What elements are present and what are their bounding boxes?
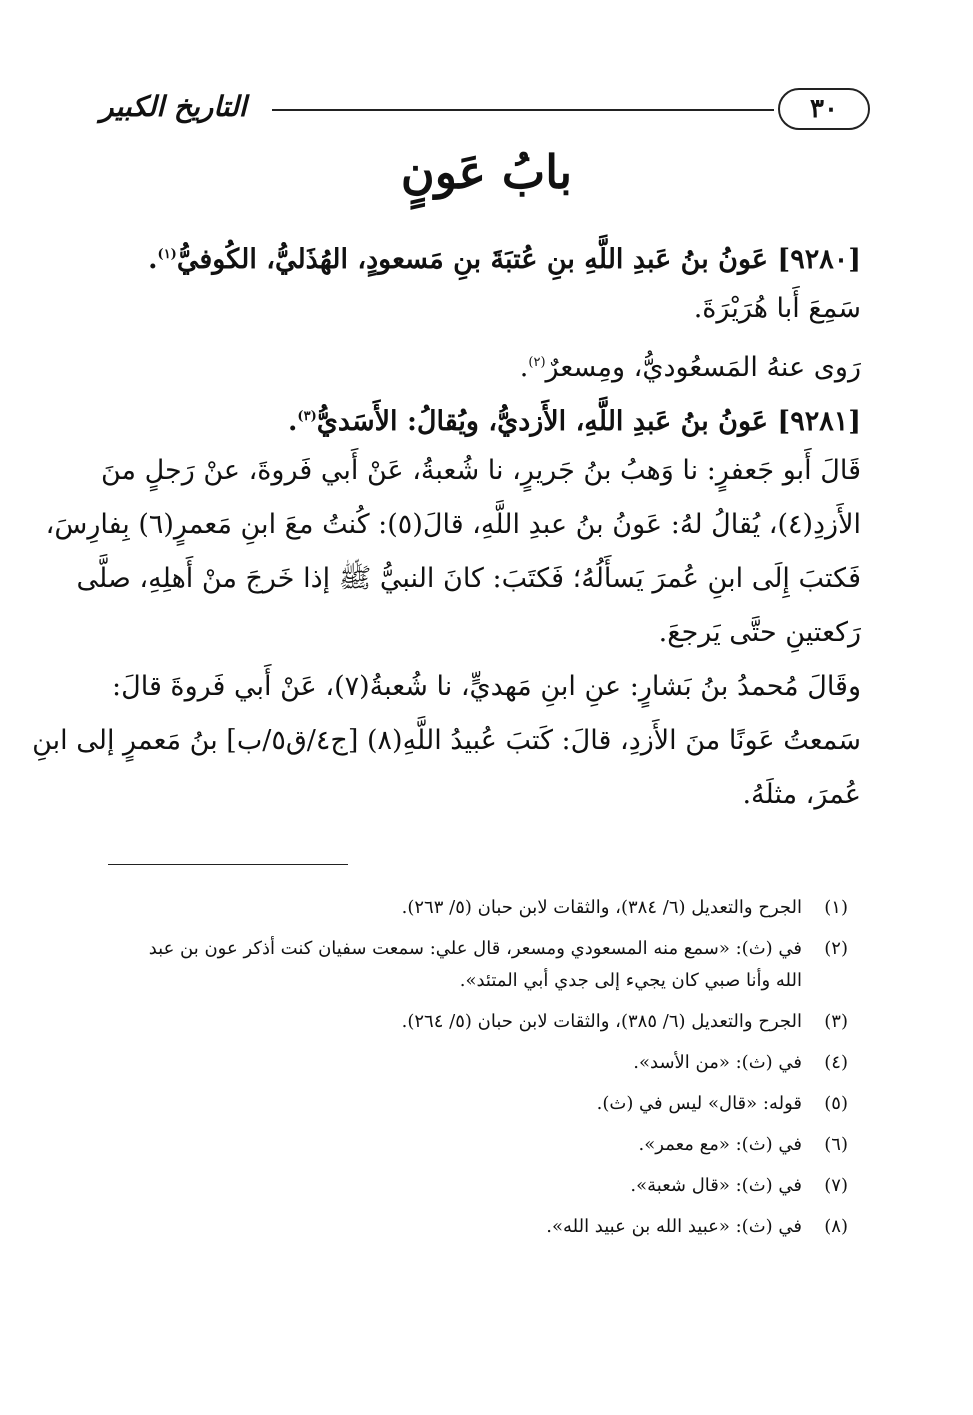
entry-heading-9280 bbox=[119, 228, 861, 282]
main-text bbox=[32, 228, 861, 822]
book-title: التاريخ الكبير bbox=[100, 90, 247, 123]
text-line bbox=[119, 336, 861, 390]
footnote-ref: (٢) bbox=[528, 355, 546, 370]
footnote bbox=[128, 1047, 848, 1079]
footnote-text: الجرح والتعديل (٦/ ٣٨٤)، والثقات لابن حبان (٥/ ٢٦٣). bbox=[401, 897, 802, 918]
footnote-text: في (ث): «مع معمر». bbox=[638, 1134, 802, 1155]
footnote-text: الجرح والتعديل (٦/ ٣٨٥)، والثقات لابن حبان (٥/ ٢٦٤). bbox=[401, 1011, 802, 1032]
chapter-title: بابُ عَونٍ bbox=[400, 145, 573, 199]
footnote-number: (٦) bbox=[824, 1134, 848, 1155]
line-text: [٩٢٨١] عَونُ بنُ عَبدِ اللَّهِ، الأَزديُّ، ويُقالُ: الأَسَديُّ bbox=[316, 406, 861, 437]
footnote-number: (٥) bbox=[824, 1093, 848, 1114]
footnote bbox=[128, 1170, 848, 1202]
footnote bbox=[128, 1006, 848, 1038]
line-text: عُمرَ، مثلَهُ. bbox=[742, 779, 861, 810]
line-text: قَالَ أَبو جَعفرٍ: نا وَهبُ بنُ جَريرٍ، نا شُعبةُ، عَنْ أَبي فَروةَ، عنْ رَجلٍ منَ bbox=[100, 455, 861, 486]
line-tail: . bbox=[148, 244, 158, 275]
line-text: رَكعتينِ حتَّى يَرجعَ. bbox=[658, 617, 861, 648]
text-line bbox=[32, 714, 861, 768]
footnote-text: في (ث): «عبيد الله بن عبيد الله». bbox=[546, 1216, 802, 1237]
footnote-number: (٨) bbox=[824, 1216, 848, 1237]
page-header bbox=[100, 78, 870, 138]
footnote-number: (١) bbox=[824, 897, 848, 918]
footnote bbox=[128, 892, 848, 924]
header-rule bbox=[272, 109, 774, 111]
footnote bbox=[128, 1211, 848, 1243]
text-line bbox=[119, 768, 861, 822]
text-line bbox=[76, 552, 861, 606]
line-text: [٩٢٨٠] عَونُ بنُ عَبدِ اللَّهِ بنِ عُتبَةَ بنِ مَسعودٍ، الهُذَليُّ، الكُوفيُّ bbox=[176, 244, 861, 275]
footnote-divider bbox=[108, 864, 348, 865]
footnote-text: في (ث): «قال شعبة». bbox=[630, 1175, 802, 1196]
footnote-ref: (١) bbox=[157, 247, 177, 262]
footnote-text: قوله: «قال» ليس في (ث). bbox=[596, 1093, 802, 1114]
text-line bbox=[112, 660, 861, 714]
footnote-number: (٣) bbox=[824, 1011, 848, 1032]
footnote bbox=[128, 1129, 848, 1161]
footnote-text: في (ث): «من الأسد». bbox=[633, 1052, 802, 1073]
footnote-number: (٧) bbox=[824, 1175, 848, 1196]
line-tail: . bbox=[519, 352, 529, 383]
text-line bbox=[119, 282, 861, 336]
footnote-number: (٤) bbox=[824, 1052, 848, 1073]
line-tail: . bbox=[288, 406, 298, 437]
line-text: الأَزدِ(٤)، يُقالُ لهُ: عَونُ بنُ عبدِ اللَّهِ، قالَ(٥): كُنتُ معَ ابنِ مَعمرٍ(٦) بِفارِسَ، bbox=[45, 509, 861, 540]
text-line bbox=[100, 444, 861, 498]
footnote-text: في (ث): «سمع منه المسعودي ومسعر، قال علي: سمعت سفيان كنت أذكر عون بن عبد الله وأنا صبي كان يجيء إلى جدي أبي المتئد». bbox=[148, 938, 802, 991]
footnote bbox=[128, 1088, 848, 1120]
line-text: فَكتبَ إِلَى ابنِ عُمرَ يَسأَلُهُ؛ فَكتَبَ: كانَ النبيُّ ﷺ إذا خَرجَ منْ أَهلِهِ، صلَّى bbox=[76, 563, 861, 594]
footnotes bbox=[128, 892, 848, 1252]
footnote bbox=[128, 933, 848, 997]
entry-heading-9281 bbox=[119, 390, 861, 444]
line-text: رَوى عنهُ المَسعُوديُّ، ومِسعرٌ bbox=[545, 352, 861, 383]
text-line bbox=[45, 498, 861, 552]
footnote-number: (٢) bbox=[824, 938, 848, 959]
page-number: ٣٠ bbox=[778, 88, 870, 130]
footnote-ref: (٣) bbox=[297, 409, 317, 424]
line-text: سَمعتُ عَونًا منَ الأَزدِ، قالَ: كَتبَ عُبيدُ اللَّهِ(٨) [ج٤/ق٥/ب] بنُ مَعمرٍ إلى ابنِ bbox=[32, 725, 861, 756]
line-text: وقَالَ مُحمدُ بنُ بَشارٍ: عنِ ابنِ مَهديٍّ، نا شُعبةُ(٧)، عَنْ أَبي فَروةَ قالَ: bbox=[112, 671, 861, 702]
line-text: سَمِعَ أَبا هُرَيْرَةَ. bbox=[693, 293, 861, 324]
text-line bbox=[119, 606, 861, 660]
